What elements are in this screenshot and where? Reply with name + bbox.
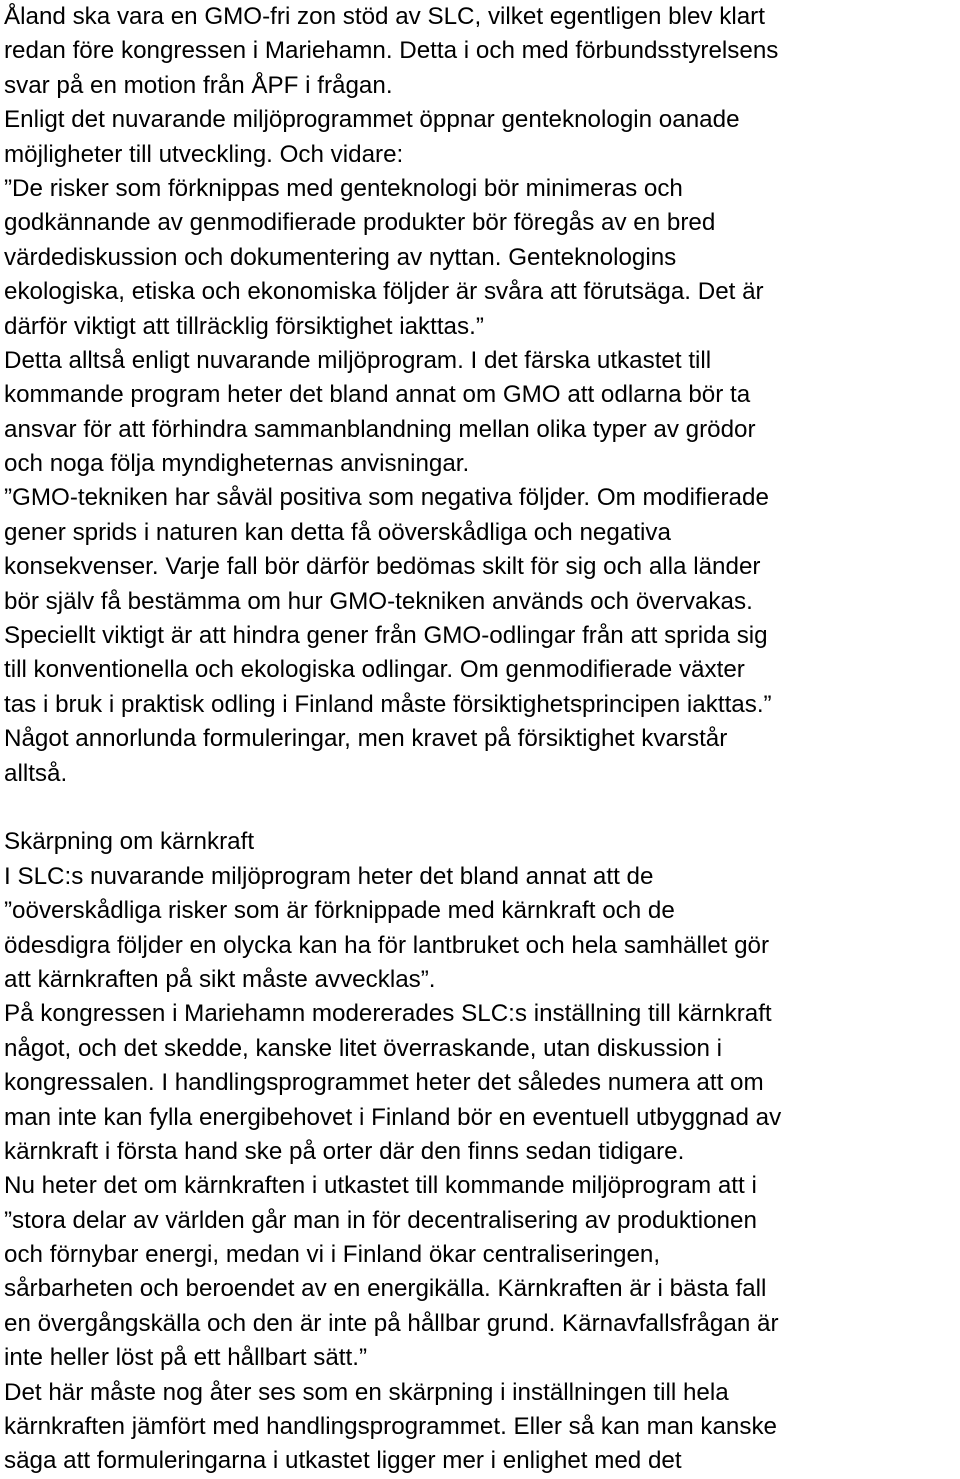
text-line: redan före kongressen i Mariehamn. Detta i och med förbundsstyrelsens — [4, 37, 779, 65]
text-line: kommande program heter det bland annat om GMO att odlarna bör ta — [4, 381, 751, 409]
text-line: godkännande av genmodifierade produkter bör föregås av en bred — [4, 209, 716, 237]
text-line: bör själv få bestämma om hur GMO-tekniken används och övervakas. — [4, 587, 753, 615]
text-line: Åland ska vara en GMO-fri zon stöd av SLC, vilket egentligen blev klart — [4, 3, 765, 30]
text-line: ”oöverskådliga risker som är förknippade med kärnkraft och de — [4, 897, 675, 925]
text-line: man inte kan fylla energibehovet i Finland bör en eventuell utbyggnad av — [4, 1103, 782, 1131]
text-line: och förnybar energi, medan vi i Finland ökar centraliseringen, — [4, 1241, 661, 1269]
text-line: Enligt det nuvarande miljöprogrammet öppnar genteknologin oanade — [4, 106, 740, 134]
text-line: till konventionella och ekologiska odlingar. Om genmodifierade växter — [4, 656, 745, 684]
text-line: ”De risker som förknippas med genteknologi bör minimeras och — [4, 174, 683, 202]
text-line: kongressalen. I handlingsprogrammet heter det således numera att om — [4, 1069, 764, 1097]
section-nuclear — [4, 825, 956, 1478]
text-line: tas i bruk i praktisk odling i Finland måste försiktighetsprincipen iakttas.” — [4, 690, 772, 718]
document-page — [4, 0, 956, 1479]
text-line: konsekvenser. Varje fall bör därför bedömas skilt för sig och alla länder — [4, 553, 761, 581]
text-line: möjligheter till utveckling. Och vidare: — [4, 140, 404, 168]
text-line: sårbarheten och beroendet av en energikälla. Kärnkraften är i bästa fall — [4, 1275, 767, 1303]
text-line: en övergångskälla och den är inte på hållbar grund. Kärnavfallsfrågan är — [4, 1309, 779, 1337]
section-gmo — [4, 0, 956, 791]
text-line: och noga följa myndigheternas anvisningar. — [4, 450, 470, 478]
text-line: gener sprids i naturen kan detta få oöverskådliga och negativa — [4, 518, 671, 546]
text-line: På kongressen i Mariehamn modererades SLC:s inställning till kärnkraft — [4, 1000, 772, 1028]
text-line: Något annorlunda formuleringar, men kravet på försiktighet kvarstår — [4, 725, 728, 753]
text-line: ansvar för att förhindra sammanblandning mellan olika typer av grödor — [4, 415, 756, 443]
text-line: ”GMO-tekniken har såväl positiva som negativa följder. Om modifierade — [4, 484, 769, 512]
text-line: ekologiska, etiska och ekonomiska följder är svåra att förutsäga. Det är — [4, 278, 764, 306]
text-line: inte heller löst på ett hållbart sätt.” — [4, 1344, 368, 1372]
text-line: något, och det skedde, kanske litet överraskande, utan diskussion i — [4, 1034, 722, 1062]
text-line: kärnkraft i första hand ske på orter där den finns sedan tidigare. — [4, 1137, 685, 1165]
text-line: kärnkraften jämfört med handlingsprogrammet. Eller så kan man kanske — [4, 1413, 778, 1441]
text-line: Speciellt viktigt är att hindra gener från GMO-odlingar från att sprida sig — [4, 622, 768, 650]
text-line: Detta alltså enligt nuvarande miljöprogram. I det färska utkastet till — [4, 346, 712, 374]
text-line: Det här måste nog åter ses som en skärpning i inställningen till hela — [4, 1378, 729, 1406]
text-line: säga att formuleringarna i utkastet ligger mer i enlighet med det — [4, 1447, 682, 1475]
paragraph-gap — [4, 791, 956, 825]
text-line: Nu heter det om kärnkraften i utkastet till kommande miljöprogram att i — [4, 1172, 757, 1200]
text-line: alltså. — [4, 759, 68, 787]
text-line: ödesdigra följder en olycka kan ha för lantbruket och hela samhället gör — [4, 931, 770, 959]
text-line: svar på en motion från ÅPF i frågan. — [4, 71, 393, 99]
section-heading: Skärpning om kärnkraft — [4, 828, 255, 856]
text-line: I SLC:s nuvarande miljöprogram heter det bland annat att de — [4, 862, 654, 890]
text-line: därför viktigt att tillräcklig försiktighet iakttas.” — [4, 312, 484, 340]
text-line: värdediskussion och dokumentering av nyttan. Genteknologins — [4, 243, 677, 271]
text-line: att kärnkraften på sikt måste avvecklas”. — [4, 965, 436, 993]
text-line: ”stora delar av världen går man in för decentralisering av produktionen — [4, 1206, 757, 1234]
